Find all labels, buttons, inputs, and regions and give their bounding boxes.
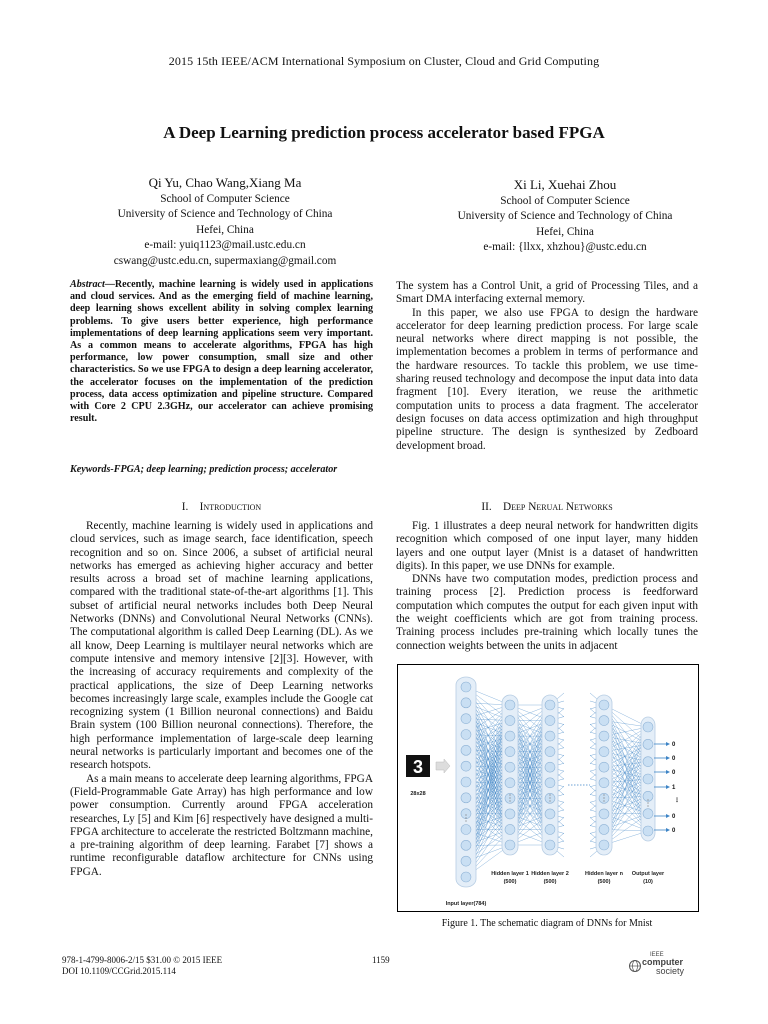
ellipsis-dot <box>465 820 466 821</box>
logo-computer: computer <box>642 957 684 967</box>
ellipsis-dot <box>647 799 648 800</box>
neuron-node <box>545 731 555 741</box>
ellipsis-dot <box>465 817 466 818</box>
neuron-node <box>643 757 653 767</box>
author-names-left: Qi Yu, Chao Wang,Xiang Ma <box>148 175 302 190</box>
output-value: 1 <box>672 785 676 791</box>
neuron-node <box>643 739 653 749</box>
output-value: 0 <box>672 756 676 762</box>
authors-left <box>60 173 390 269</box>
dnn-paragraph-2: DNNs have two computation modes, prediction process and training process [2]. Prediction process is feedforward computation which computes the output for each given input with the weight coefficients which are got from training process. Training process includes pre-training which locally tunes the connection weights between the units in adjacent <box>396 573 698 652</box>
neuron-node <box>505 762 515 772</box>
neuron-node <box>545 809 555 819</box>
output-arrowhead-icon <box>666 742 670 746</box>
neuron-node <box>505 731 515 741</box>
neuron-node <box>545 700 555 710</box>
hidden-layer-n-units: (500) <box>597 879 611 885</box>
neuron-node <box>461 777 471 787</box>
section-1-number: I. <box>181 501 189 513</box>
footer-doi: DOI 10.1109/CCGrid.2015.114 <box>62 966 176 976</box>
neuron-node <box>505 824 515 834</box>
left-body <box>70 520 373 879</box>
output-value: 0 <box>672 814 676 820</box>
input-arrow-icon <box>436 759 450 773</box>
right-body-top <box>396 280 698 453</box>
neuron-node <box>643 826 653 836</box>
neuron-node <box>461 856 471 866</box>
paper-title: A Deep Learning prediction process accelerator based FPGA <box>163 123 605 142</box>
neuron-node <box>505 840 515 850</box>
output-layer-label: Output layer <box>631 871 665 877</box>
neuron-node <box>461 872 471 882</box>
input-layer-label: Input layer(784) <box>445 901 487 907</box>
right-body-dnn <box>396 520 698 653</box>
ellipsis-dot <box>549 797 550 798</box>
email-right: e-mail: {llxx, xhzhou}@ustc.edu.cn <box>483 241 647 254</box>
neuron-node <box>545 747 555 757</box>
dnn-paragraph-1: Fig. 1 illustrates a deep neural network for handwritten digits recognition which composed of one input layer, many hidden layers and one output layer (Mnist is a dataset of handwritten digits). In this paper, we use DNNs for example. <box>396 520 698 572</box>
neuron-node <box>599 840 609 850</box>
neuron-node <box>461 698 471 708</box>
ellipsis-dot <box>603 800 604 801</box>
input-digit: 3 <box>412 757 424 777</box>
section-1-title: Introduction <box>199 501 262 513</box>
neuron-node <box>461 714 471 724</box>
right-paragraph-1: The system has a Control Unit, a grid of Processing Tiles, and a Smart DMA interfacing external memory. <box>396 280 698 306</box>
neuron-node <box>505 747 515 757</box>
dnn-diagram <box>398 665 698 911</box>
output-arrowhead-icon <box>666 828 670 832</box>
neuron-node <box>461 730 471 740</box>
school-right: School of Computer Science <box>500 195 630 207</box>
neuron-node <box>461 761 471 771</box>
neuron-node <box>545 778 555 788</box>
neuron-node <box>599 762 609 772</box>
hidden-layer-1-label: Hidden layer 1 <box>491 871 529 877</box>
neuron-node <box>599 747 609 757</box>
right-paragraph-2: In this paper, we also use FPGA to design the hardware accelerator for deep learning prediction process. For large scale neural networks where direct mapping is not possible, the implementation becomes a problem in terms of performance and the hardware resources. To tackle this problem, we use time-sharing reused technology and decompose the input data into data fragment [10]. Every iteration, we reuse the arithmetic computation units to process a data fragment. The accelerator design focuses on data access optimization and high throughput pipeline structure. The design is synthesized by Zedboard development broad. <box>396 306 698 452</box>
ellipsis-dot <box>509 794 510 795</box>
university-right: University of Science and Technology of China <box>457 210 673 223</box>
abstract-body: —Recently, machine learning is widely used in applications and cloud services. And as the emerging field of machine learning, deep learning shows excellent ability in solving complex learning problems. To give users better experience, high performance implementations of deep learning applications seem very important. As a common means to accelerate algorithms, FPGA has high performance, low power consumption, small size and other characteristics. So we use FPGA to design a deep learning accelerator, the accelerator focuses on the implementation of the prediction process, data access optimization and pipeline structure. Compared with Core 2 CPU 2.3GHz, our accelerator can achieve promising result. <box>70 279 373 425</box>
neuron-node <box>545 716 555 726</box>
neuron-node <box>505 809 515 819</box>
ellipsis-dot <box>549 794 550 795</box>
hidden-layer-1-units: (500) <box>503 879 517 885</box>
section-2-number: II. <box>481 501 492 513</box>
section-2-title: Deep Nerual Networks <box>502 501 613 513</box>
section-heading-introduction <box>70 501 373 513</box>
ellipsis-dot <box>603 794 604 795</box>
ellipsis-dot <box>465 814 466 815</box>
author-names-right: Xi Li, Xuehai Zhou <box>513 177 617 192</box>
neuron-node <box>643 809 653 819</box>
hidden-layer-2-units: (500) <box>543 879 557 885</box>
logo-society: society <box>656 966 685 976</box>
hidden-layer-n-label: Hidden layer n <box>585 871 623 877</box>
ellipsis-dot <box>549 800 550 801</box>
output-arrowhead-icon <box>666 756 670 760</box>
neuron-node <box>643 722 653 732</box>
ellipsis-dot <box>647 802 648 803</box>
conference-header: 2015 15th IEEE/ACM International Symposium on Cluster, Cloud and Grid Computing <box>168 54 600 68</box>
neuron-node <box>461 745 471 755</box>
output-ellipsis: ⋮ <box>674 798 680 804</box>
output-arrowhead-icon <box>666 785 670 789</box>
logo-ieee: IEEE <box>650 952 664 958</box>
intro-paragraph-1: Recently, machine learning is widely used in applications and cloud services, such as image search, face identification, speech recognition and so on. Since 2006, a subset of artificial neural networks has emerged as achieving higher accuracy and better results across a broad set of machine learning applications, compared with the traditional state-of-the-art algorithms [1]. This subset of artificial neural networks includes both Deep Neural Networks (DNNs) and Convolutional Neural Networks (CNNs). The computational algorithm is called Deep Learning (DL). As we all know, Deep Learning is multilayer neural networks which are compute intensive and memory intensive [2][3]. However, with the increasing of accuracy requirements and complexity of the practical applications, the size of Deep Learning networks becomes increasingly large scale, examples include the Google cat recognizing system (1 Billion neuronal connections) and Baidu Brain system (100 Billion neuronal connections). Therefore, the high performance implementation of large-scale deep learning neural networks is particularly important and becomes one of the research hotspots. <box>70 520 373 772</box>
input-image-size: 28x28 <box>410 791 426 797</box>
city-left: Hefei, China <box>196 223 254 236</box>
ieee-computer-society-logo <box>628 951 698 979</box>
section-heading-dnn <box>396 501 698 513</box>
hidden-layer-2-label: Hidden layer 2 <box>531 871 569 877</box>
figure-1-caption: Figure 1. The schematic diagram of DNNs for Mnist <box>441 918 653 929</box>
ellipsis-dot <box>509 797 510 798</box>
neuron-node <box>461 793 471 803</box>
abstract <box>70 279 373 425</box>
ellipsis-dot <box>603 797 604 798</box>
authors-right <box>405 175 725 256</box>
neuron-node <box>545 762 555 772</box>
neuron-node <box>545 840 555 850</box>
page-number: 1159 <box>372 955 390 965</box>
neuron-node <box>461 809 471 819</box>
footer-left <box>62 955 222 977</box>
neuron-node <box>599 809 609 819</box>
neuron-node <box>505 716 515 726</box>
city-right: Hefei, China <box>536 225 594 238</box>
output-arrowhead-icon <box>666 814 670 818</box>
email-left-2: cswang@ustc.edu.cn, supermaxiang@gmail.com <box>113 254 337 267</box>
neuron-node <box>599 716 609 726</box>
school-left: School of Computer Science <box>160 193 290 205</box>
neuron-node <box>599 700 609 710</box>
neuron-node <box>599 731 609 741</box>
university-left: University of Science and Technology of China <box>117 208 333 221</box>
input-digit-image <box>406 755 430 777</box>
neuron-node <box>643 774 653 784</box>
output-value: 0 <box>672 742 676 748</box>
neuron-node <box>599 778 609 788</box>
output-values <box>654 742 680 834</box>
ellipsis-dot <box>647 805 648 806</box>
output-layer-units: (10) <box>643 879 653 885</box>
output-value: 0 <box>672 770 676 776</box>
neuron-node <box>505 778 515 788</box>
neuron-node <box>461 840 471 850</box>
neuron-node <box>599 824 609 834</box>
intro-paragraph-2: As a main means to accelerate deep learning algorithms, FPGA (Field-Programmable Gate Array) has high performance and low power consumption. Currently around FPGA acceleration researches, Ly [5] and Kim [6] respectively have designed a multi-FPGA architecture to accelerate the restricted Boltzmann machine, a pre-training algorithm of deep learning. Farabet [7] shows a runtime reconfigurable dataflow architecture for CNNs using FPGA. <box>70 772 373 878</box>
neuron-node <box>505 700 515 710</box>
figure-1 <box>397 664 699 912</box>
neuron-node <box>461 682 471 692</box>
email-left-1: e-mail: yuiq1123@mail.ustc.edu.cn <box>144 239 306 252</box>
footer-isbn: 978-1-4799-8006-2/15 $31.00 © 2015 IEEE <box>62 955 223 965</box>
abstract-lead: Abstract <box>70 279 105 290</box>
output-arrowhead-icon <box>666 770 670 774</box>
neuron-node <box>545 824 555 834</box>
neuron-node <box>461 825 471 835</box>
output-value: 0 <box>672 828 676 834</box>
ellipsis-dot <box>509 800 510 801</box>
keywords: Keywords-FPGA; deep learning; prediction process; accelerator <box>70 464 338 475</box>
